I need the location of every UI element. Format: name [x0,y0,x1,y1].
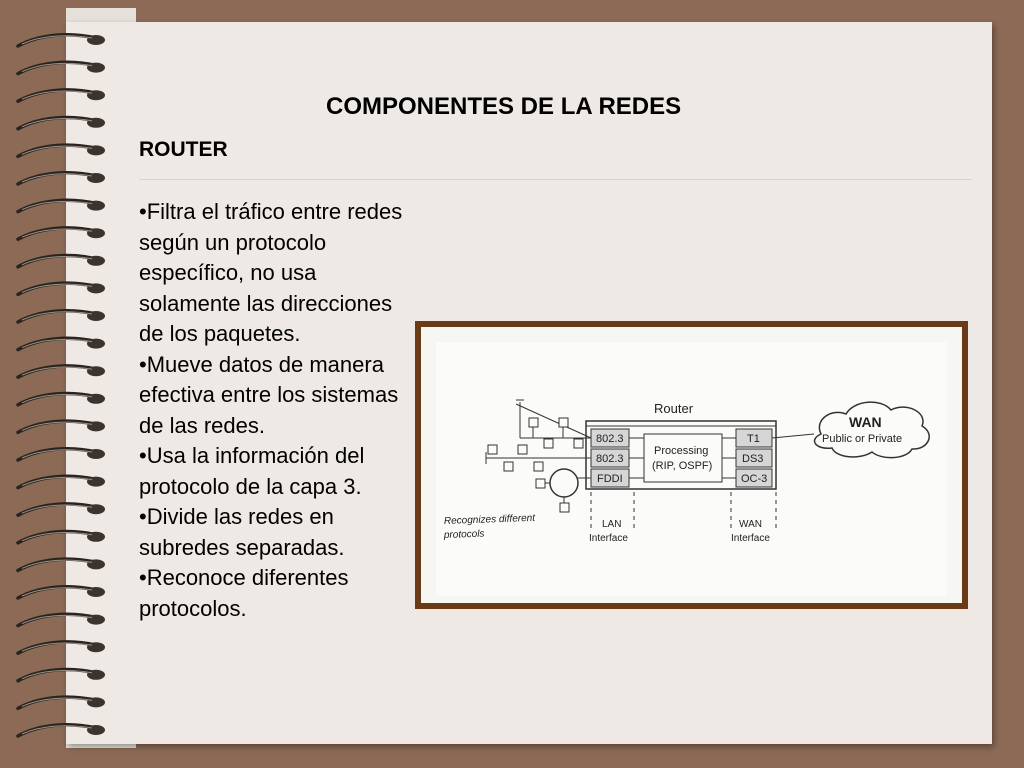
spiral-ring-highlight [22,229,92,237]
router-diagram-image [436,342,947,596]
processing-label: Processing [654,445,709,457]
spiral-hole [87,559,105,569]
spiral-hole [87,145,105,155]
spiral-hole [87,615,105,625]
spiral-hole [87,670,105,680]
spiral-ring-highlight [22,339,92,347]
wan-interface-label: WAN [739,519,762,530]
spiral-hole [87,449,105,459]
spiral-ring-highlight [22,588,92,596]
spiral-ring-highlight [22,312,92,320]
spiral-ring-highlight [22,91,92,99]
spiral-hole [87,394,105,404]
lan-port-label: 802.3 [596,453,624,465]
router-label: Router [654,401,694,416]
spiral-ring-highlight [22,450,92,458]
spiral-ring-highlight [22,146,92,154]
spiral-ring-highlight [22,505,92,513]
spiral-ring-highlight [22,726,92,734]
bullet-item: •Reconoce diferentes protocolos. [139,565,349,621]
lan-interface-label: LAN [602,519,622,530]
spiral-hole [87,173,105,183]
recognizes-label: Recognizes different [443,512,536,527]
spiral-hole [87,421,105,431]
bullet-list [139,197,414,624]
spiral-binding [0,0,140,768]
spiral-hole [87,504,105,514]
spiral-hole [87,201,105,211]
wan-title: WAN [849,414,882,430]
spiral-ring-highlight [22,174,92,182]
recognizes-label: protocols [443,528,485,541]
lan-port-label: FDDI [597,473,623,485]
spiral-hole [87,90,105,100]
spiral-hole [87,532,105,542]
spiral-hole [87,311,105,321]
spiral-ring-highlight [22,671,92,679]
bullet-item: •Filtra el tráfico entre redes según un protocolo específico, no usa solamente las direcciones de los paquetes. [139,199,403,346]
lan-interface-label: Interface [589,533,628,544]
spiral-ring-highlight [22,36,92,44]
bullet-item: •Mueve datos de manera efectiva entre los sistemas de las redes. [139,351,399,438]
wan-port-label: T1 [747,433,760,445]
spiral-hole [87,642,105,652]
spiral-ring-highlight [22,367,92,375]
spiral-ring-highlight [22,560,92,568]
spiral-hole [87,587,105,597]
spiral-hole [87,697,105,707]
fddi-ring [550,469,578,497]
divider [139,179,972,180]
spiral-ring-highlight [22,615,92,623]
spiral-hole [87,366,105,376]
spiral-hole [87,118,105,128]
section-subtitle: ROUTER [139,138,228,161]
spiral-hole [87,63,105,73]
bullet-item: •Divide las redes en subredes separadas. [139,504,345,560]
spiral-ring-highlight [22,395,92,403]
processing-protocols: (RIP, OSPF) [652,460,713,472]
spiral-ring-highlight [22,698,92,706]
spiral-hole [87,725,105,735]
spiral-hole [87,256,105,266]
spiral-ring-highlight [22,643,92,651]
spiral-ring-highlight [22,201,92,209]
spiral-ring-highlight [22,63,92,71]
page-title: COMPONENTES DE LA REDES [326,93,682,120]
spiral-hole [87,228,105,238]
bullet-item: •Usa la información del protocolo de la capa 3. [139,443,365,499]
spiral-ring-highlight [22,477,92,485]
spiral-hole [87,35,105,45]
wan-port-label: OC-3 [741,473,768,485]
spiral-ring-highlight [22,257,92,265]
spiral-hole [87,283,105,293]
wan-interface-label: Interface [731,533,770,544]
wan-subtitle: Public or Private [822,433,903,445]
wan-port-label: DS3 [742,453,764,465]
spiral-hole [87,477,105,487]
spiral-ring-highlight [22,422,92,430]
spiral-hole [87,339,105,349]
spiral-ring-highlight [22,533,92,541]
lan-port-label: 802.3 [596,433,624,445]
spiral-ring-highlight [22,119,92,127]
spiral-ring-highlight [22,284,92,292]
